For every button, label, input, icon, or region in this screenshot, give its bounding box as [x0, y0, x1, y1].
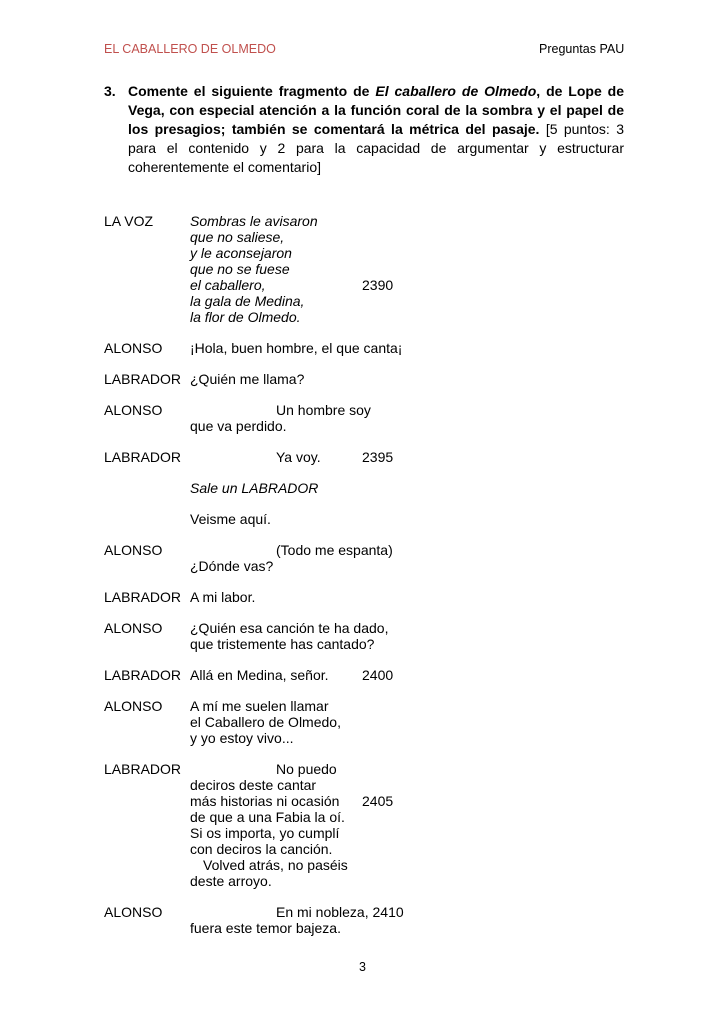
question-number: 3.: [104, 83, 116, 99]
verse-line: Sombras le avisaron: [190, 213, 318, 229]
verse-line: que tristemente has cantado?: [190, 636, 375, 652]
verse-line: deste arroyo.: [190, 873, 272, 889]
work-title: El caballero de Olmedo: [375, 83, 537, 99]
speaker-labrador: LABRADOR: [104, 449, 182, 465]
verse-line: más historias ni ocasión: [190, 793, 340, 809]
verse-number: 2405: [362, 793, 394, 809]
verse-line: ¿Quién esa canción te ha dado,: [190, 620, 389, 636]
verse-line: que no saliese,: [190, 229, 285, 245]
verse-number: 2395: [362, 449, 394, 465]
verse-line: la flor de Olmedo.: [190, 309, 301, 325]
verse-line: el caballero,: [190, 277, 266, 293]
verse-line: deciros deste cantar: [190, 777, 317, 793]
verse-number: 2400: [362, 667, 394, 683]
aside: (Todo me espanta): [276, 542, 393, 558]
page-number: 3: [359, 960, 366, 974]
verse-line: y yo estoy vivo...: [190, 730, 294, 746]
verse-line: Veisme aquí.: [190, 511, 271, 527]
verse-line: A mí me suelen llamar: [190, 698, 329, 714]
speaker-labrador: LABRADOR: [104, 667, 182, 683]
verse-line: con deciros la canción.: [190, 841, 333, 857]
verse-line: Allá en Medina, señor.: [190, 667, 329, 683]
verse-line: En mi nobleza, 2410: [276, 904, 404, 920]
speaker-alonso: ALONSO: [104, 402, 163, 418]
speaker-labrador: LABRADOR: [104, 371, 182, 387]
verse-line: el Caballero de Olmedo,: [190, 714, 341, 730]
speaker-alonso: ALONSO: [104, 542, 163, 558]
question-instruction: , de Lope de Vega, con especial atención a la función coral de la sombra y el papel de los presagios; también se comentará la métrica del pasaje.: [128, 83, 625, 137]
question-text: [128, 82, 624, 177]
speaker-alonso: ALONSO: [104, 698, 163, 714]
running-header-title: EL CABALLERO DE OLMEDO: [104, 42, 276, 56]
verse-line: que no se fuese: [190, 261, 290, 277]
running-header-section: Preguntas PAU: [539, 42, 625, 56]
verse-line: y le aconsejaron: [190, 245, 292, 261]
header-divider: [104, 60, 624, 61]
verse-line: de que a una Fabia la oí.: [190, 809, 345, 825]
question-scoring: [5 puntos: 3 para el contenido y 2 para la capacidad de argumentar y estructurar coherentemente el comentario]: [128, 121, 624, 175]
speaker-alonso: ALONSO: [104, 340, 163, 356]
verse-line: Ya voy.: [276, 449, 321, 465]
verse-line: ¡Hola, buen hombre, el que canta¡: [190, 340, 403, 356]
speaker-alonso: ALONSO: [104, 904, 163, 920]
speaker-la-voz: LA VOZ: [104, 213, 154, 229]
verse-number: 2390: [362, 277, 394, 293]
verse-line: Si os importa, yo cumplí: [190, 825, 340, 841]
question-block: [104, 82, 624, 177]
stage-direction: Sale un LABRADOR: [190, 480, 319, 496]
verse-line: ¿Dónde vas?: [190, 558, 274, 574]
verse-line: A mi labor.: [190, 589, 256, 605]
verse-line: Volved atrás, no paséis: [203, 857, 348, 873]
question-prefix: Comente el siguiente fragmento de: [128, 83, 376, 99]
speaker-labrador: LABRADOR: [104, 589, 182, 605]
verse-line: No puedo: [276, 761, 337, 777]
verse-line: que va perdido.: [190, 418, 287, 434]
verse-line: la gala de Medina,: [190, 293, 305, 309]
speaker-alonso: ALONSO: [104, 620, 163, 636]
speaker-labrador: LABRADOR: [104, 761, 182, 777]
verse-line: fuera este temor bajeza.: [190, 920, 341, 936]
verse-line: Un hombre soy: [276, 402, 371, 418]
verse-line: ¿Quién me llama?: [190, 371, 305, 387]
